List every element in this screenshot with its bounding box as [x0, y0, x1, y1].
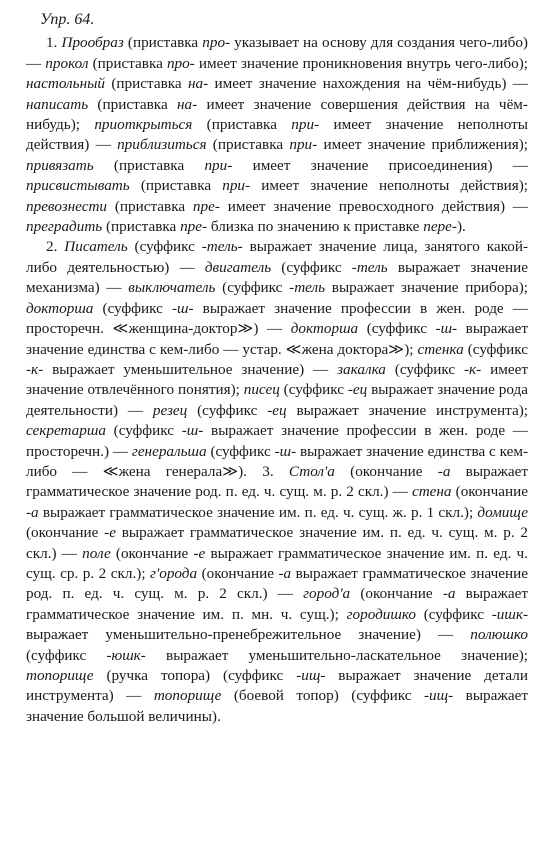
italic-term: про- [202, 34, 231, 52]
italic-term: -ишк- [491, 605, 528, 623]
text-run: выражает значение профессии в жен. роде — просторечн.) — [26, 422, 528, 460]
italic-term: Стол'а [288, 462, 335, 480]
text-run: (суффикс [358, 320, 436, 338]
italic-term: при- [204, 156, 233, 174]
italic-term: -тель [351, 258, 388, 276]
text-run: близка по значению к приставке [207, 218, 424, 236]
italic-term: настольный [26, 75, 105, 93]
text-run: (суффикс [271, 258, 352, 276]
text-run: (суффикс [415, 605, 492, 623]
italic-term: выключатель [128, 279, 216, 297]
text-run: (суффикс [26, 646, 107, 664]
text-run: (приставка [105, 75, 188, 93]
italic-term: преградить [26, 218, 103, 236]
text-run: (приставка [206, 136, 290, 154]
italic-term: -юшк- [106, 646, 146, 664]
italic-term: -ш- [435, 320, 458, 338]
italic-term: -ищ- [296, 667, 326, 684]
text-run: (окончание [451, 483, 529, 501]
italic-term: -а [278, 564, 292, 582]
italic-term: -ищ- [424, 687, 454, 705]
italic-term: писец [243, 381, 280, 399]
italic-term: пре- [192, 197, 220, 215]
text-run: имеет значение проникновения внутрь чего-либо); [194, 54, 528, 72]
italic-term: на- [176, 95, 198, 113]
text-run: 1. [46, 34, 62, 52]
text-run: (суффикс [279, 381, 348, 399]
text-run: (суффикс [105, 422, 182, 440]
italic-term: домище [477, 503, 528, 521]
italic-term: приблизиться [117, 136, 207, 154]
text-run: выражает значение профессии в жен. роде — просторечн. ≪женщина-доктор≫) — [26, 299, 528, 338]
text-run: (окончание [334, 462, 438, 480]
italic-term: -ш- [274, 442, 297, 460]
italic-term: на- [188, 75, 209, 93]
italic-term: написать [26, 95, 89, 113]
italic-term: полюшко [470, 626, 528, 644]
italic-term: -тель- [201, 238, 243, 256]
text-run: указывает на основу для создания чего-либо) — [26, 34, 528, 72]
paragraph-1 [26, 33, 528, 237]
italic-term: двигатель [204, 258, 272, 276]
text-run: выражает значение инструмента); [286, 401, 528, 419]
italic-term: -ец [347, 381, 368, 399]
italic-term: -е [104, 524, 116, 542]
text-run: имеет значение присоединения) — [232, 156, 528, 174]
text-run: (суффикс [93, 299, 172, 317]
text-run: (приставка [88, 95, 177, 113]
italic-term: генеральша [131, 442, 207, 460]
italic-term: при- [289, 136, 318, 154]
text-run: выражает грамматическое значение им. п. ед. ч. сущ. м. р. 2 скл.) — [26, 524, 529, 562]
italic-term: городишко [346, 605, 416, 623]
text-run: имеет значение совершения действия на чём-нибудь); [26, 95, 528, 134]
exercise-heading: Упр. 64. [40, 11, 95, 28]
italic-term: прокол [45, 54, 89, 72]
text-run: (приставка [107, 197, 193, 215]
text-run: (приставка [88, 54, 167, 72]
text-run: выражает значение лица, занятого какой-либо деятельностью) — [26, 238, 529, 276]
text-run: (суффикс [127, 238, 202, 256]
text-run: имеет значение превосходного действия) — [219, 197, 528, 215]
italic-term: докторша [290, 320, 359, 338]
italic-term: секретарша [26, 422, 106, 440]
italic-term: -к- [26, 360, 44, 378]
text-run: выражает значение единства с кем-либо — устар. ≪жена доктора≫); [26, 320, 529, 358]
italic-term: резец [152, 401, 188, 419]
text-run: (суффикс [187, 401, 268, 419]
italic-term: -а [26, 503, 39, 521]
text-run: выражает значение детали инструмента) — [26, 667, 528, 705]
italic-term: привязать [26, 156, 94, 174]
text-run: (окончание [26, 524, 105, 542]
text-run: (боевой топор) (суффикс [221, 687, 424, 705]
italic-term: -ш- [181, 422, 204, 440]
italic-term: при- [222, 177, 251, 195]
text-run: выражает значение большой величины). [26, 687, 528, 725]
italic-term: превознести [26, 197, 108, 215]
italic-term: пре- [180, 218, 208, 236]
text-run: имеет значение приближения); [317, 136, 528, 154]
text-run: (приставка [123, 34, 203, 52]
italic-term: г'орода [150, 564, 198, 582]
text-run: выражает уменьшительное значение) — [43, 360, 338, 378]
italic-term: приоткрыться [94, 116, 193, 134]
italic-term: Писатель [64, 238, 128, 256]
text-run: (окончание [350, 585, 443, 603]
text-run: (окончание [110, 544, 194, 562]
text-run: выражает грамматическое значение род. п. ед. ч. сущ. м. р. 2 скл.) — [26, 462, 529, 501]
italic-term: -тель [289, 279, 326, 297]
italic-term: стенка [417, 340, 464, 358]
italic-term: стена [411, 483, 452, 501]
italic-term: поле [82, 544, 111, 562]
text-run: выражает значение единства с кем-либо — ≪жена генерала≫). 3. [26, 442, 528, 480]
italic-term: присвистывать [26, 177, 130, 195]
text-run: (окончание [197, 564, 279, 582]
italic-term: город'а [303, 585, 351, 603]
italic-term: -а [442, 585, 456, 603]
italic-term: -а [437, 462, 451, 480]
text-run: имеет значение нахождения на чём-нибудь) — [208, 75, 528, 93]
text-run: (приставка [129, 177, 223, 195]
text-run: выражает грамматическое значение им. п. мн. ч. сущ.); [26, 585, 528, 623]
paragraph-2 [26, 237, 528, 727]
italic-term: -к- [464, 360, 482, 378]
text-run: ). [456, 218, 466, 236]
text-run: 2. [46, 238, 65, 256]
text-run: выражает значение механизма) — [26, 258, 528, 297]
text-run: имеет значение отвлечённого понятия); [26, 360, 528, 399]
text-run: (ручка топора) (суффикс [93, 667, 297, 684]
italic-term: -е [193, 544, 206, 562]
italic-term: топорище [153, 687, 222, 705]
text-run: выражает уменьшительно-пренебрежительное значение) — [26, 626, 471, 644]
italic-term: -ш- [171, 299, 194, 317]
text-run: выражает грамматическое значение им. п. ед. ч. сущ. ж. р. 1 скл.); [38, 503, 478, 521]
text-run: выражает грамматическое значение род. п. ед. ч. сущ. м. р. 2 скл.) — [26, 564, 529, 603]
text-run: выражает значение прибора); [325, 279, 528, 297]
text-run: имеет значение неполноты действия) — [26, 116, 528, 154]
text-run: выражает уменьшительно-ласкательное значение); [145, 646, 528, 664]
italic-term: при- [291, 116, 320, 134]
text-run: выражает значение рода деятельности) — [26, 381, 528, 419]
text-run: (приставка [102, 218, 181, 236]
italic-term: пере- [423, 218, 457, 236]
text-run: (суффикс [463, 340, 529, 358]
italic-term: -ец [267, 401, 287, 419]
text-run: (приставка [93, 156, 205, 174]
italic-term: Прообраз [61, 34, 124, 52]
text-run: имеет значение неполноты действия); [250, 177, 528, 195]
italic-term: топорище [26, 667, 94, 684]
italic-term: докторша [26, 299, 94, 317]
text-run: (суффикс [215, 279, 290, 297]
text-run: (суффикс [206, 442, 275, 460]
text-run: выражает грамматическое значение им. п. ед. ч. сущ. ср. р. 2 скл.); [26, 544, 528, 582]
italic-term: про- [166, 54, 195, 72]
italic-term: закалка [337, 360, 386, 378]
text-run: (суффикс [385, 360, 464, 378]
text-run: (приставка [192, 116, 292, 134]
